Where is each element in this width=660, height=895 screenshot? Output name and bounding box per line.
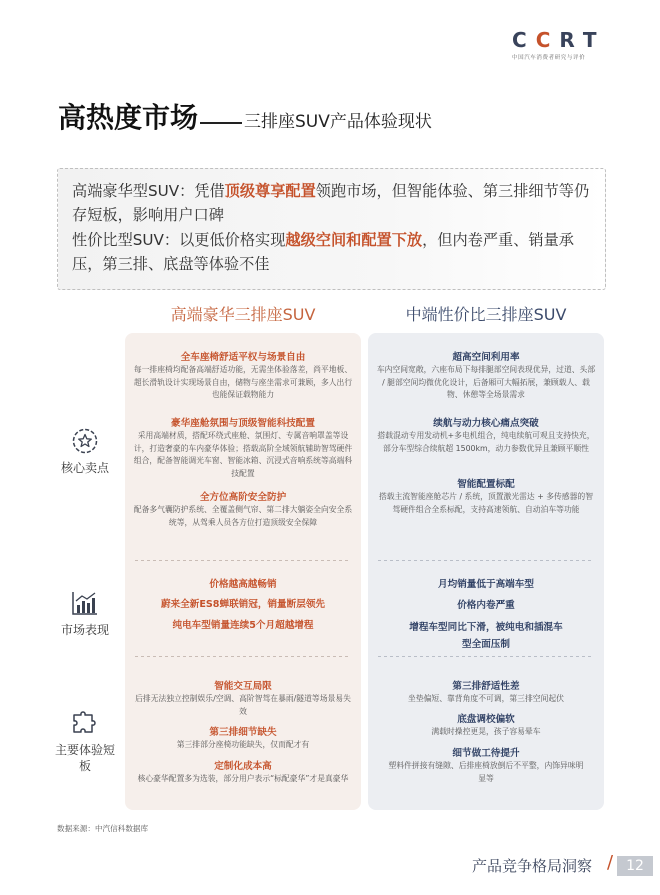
summary-highlight: 顶级尊享配置 bbox=[224, 182, 316, 200]
column-value bbox=[368, 333, 604, 810]
premium-market-3: 纯电车型销量连续5个月超越增程 bbox=[172, 620, 314, 631]
row-label-text: 核心卖点 bbox=[60, 461, 109, 475]
star-badge-icon bbox=[72, 428, 98, 454]
column-title-value: 中端性价比三排座SUV bbox=[405, 305, 567, 324]
premium-selling-point-1: 全车座椅舒适平权与场景自由 每一排座椅均配备高端舒适功能，无需坐体验落差，尚平地板、超长滑轨设计实现场景自由，储物与座坐需求可兼顾，多人出行也能保证载物能力 bbox=[133, 352, 353, 400]
row-divider bbox=[378, 656, 594, 657]
value-weakness-2: 底盘调校偏软 满载时操控更晃，孩子容易晕车 bbox=[431, 714, 541, 736]
logo-subtitle: 中国汽车消费者研究与评价 bbox=[512, 55, 586, 61]
summary-line-value: 性价比型SUV：以更低价格实现越级空间和配置下放，但内卷严重、销量承压，第三排、底盘等体验不佳 bbox=[72, 231, 574, 273]
premium-weakness-2: 第三排细节缺失 第三排部分座椅功能缺失，仅而配才有 bbox=[176, 727, 310, 749]
page-number: 12 bbox=[617, 856, 653, 876]
summary-line-premium: 高端豪华型SUV：凭借顶级尊享配置领跑市场，但智能体验、第三排细节等仍存短板，影响用户口碑 bbox=[72, 182, 590, 224]
cert-logo bbox=[512, 28, 630, 64]
value-weakness-1: 第三排舒适性差 坐垫偏短、靠背角度不可调，第三排空间起伏 bbox=[408, 681, 564, 703]
data-source: 数据来源：中汽信科数据库 bbox=[57, 824, 149, 833]
footer-section-title: 产品竞争格局洞察 bbox=[472, 857, 593, 875]
column-premium bbox=[125, 333, 361, 810]
row-label-text: 主要体验短板 bbox=[55, 743, 116, 773]
page-title-sub: 三排座SUV产品体验现状 bbox=[244, 112, 432, 132]
footer-slash: / bbox=[607, 852, 614, 873]
row-label-weaknesses bbox=[55, 706, 115, 774]
page-title-main: 高热度市场 bbox=[58, 101, 199, 134]
premium-market-2: 蔚来全新ES8蝉联销冠，销量断层领先 bbox=[160, 599, 326, 610]
column-title-premium: 高端豪华三排座SUV bbox=[170, 305, 316, 324]
value-selling-point-1: 超高空间利用率 车内空间宽敞，六座布局下每排腿部空间表现优异，过道、头部 / 腿部空间均微优化设计，后备厢可大幅拓展，兼顾载人、载物、休憩等全场景需求 bbox=[376, 352, 596, 400]
row-label-selling-points bbox=[55, 428, 115, 476]
value-market-3: 增程车型同比下滑，被纯电和插混车型全面压制 bbox=[409, 622, 563, 650]
puzzle-icon bbox=[70, 706, 100, 736]
summary-highlight: 越级空间和配置下放 bbox=[285, 231, 423, 249]
logo-mark: CCRT bbox=[512, 28, 606, 52]
value-market-1: 月均销量低于高端车型 bbox=[438, 579, 534, 590]
row-divider bbox=[135, 656, 351, 657]
page-title bbox=[58, 96, 432, 136]
title-dash bbox=[200, 122, 242, 124]
premium-market-1: 价格越高越畅销 bbox=[209, 579, 277, 590]
value-selling-point-3: 智能配置标配 搭载主流智能座舱芯片 / 系统，顶置激光雷达 + 多传感器的智驾硬件组合全系标配，支持高速领航、自动泊车等功能 bbox=[379, 479, 593, 514]
row-label-text: 市场表现 bbox=[60, 623, 109, 637]
value-weakness-3: 细节做工待提升 塑料件拼接有缝隙、后排座椅放倒后不平整，内饰异味明显等 bbox=[388, 748, 584, 783]
bar-chart-icon bbox=[71, 590, 99, 616]
row-label-market bbox=[55, 590, 115, 638]
row-divider bbox=[135, 560, 351, 561]
value-selling-point-2: 续航与动力核心痛点突破 搭载混动专用发动机+多电机组合，纯电续航可观且支持快充，部分车型综合续航超 1500km，动力参数优异且兼顾平顺性 bbox=[377, 418, 595, 453]
value-market-2: 价格内卷严重 bbox=[457, 600, 515, 611]
premium-selling-point-3: 全方位高阶安全防护 配备多气囊防护系统、全覆盖侧气帘、第二排大躺姿全向安全系统等，从驾乘人员各方位打造顶级安全保障 bbox=[133, 492, 353, 527]
premium-weakness-1: 智能交互局限 后排无法独立控制娱乐/空调、高阶智驾在暴雨/隧道等场景易失效 bbox=[135, 681, 351, 716]
premium-selling-point-2: 豪华座舱氛围与顶级智能科技配置 采用高端材质，搭配环绕式座舱、氛围灯、专属音响罩盖等设计，打造奢豪的车内豪华体验；搭载高阶全域领航辅助智驾硬件组合，配备智能调光车窗、智能冰箱、沉浸式音响系统等高端科技配置 bbox=[133, 418, 353, 478]
summary-box bbox=[57, 168, 606, 290]
row-divider bbox=[378, 560, 594, 561]
premium-weakness-3: 定制化成本高 核心豪华配置多为选装，部分用户表示“标配豪华”才是真豪华 bbox=[137, 761, 349, 783]
